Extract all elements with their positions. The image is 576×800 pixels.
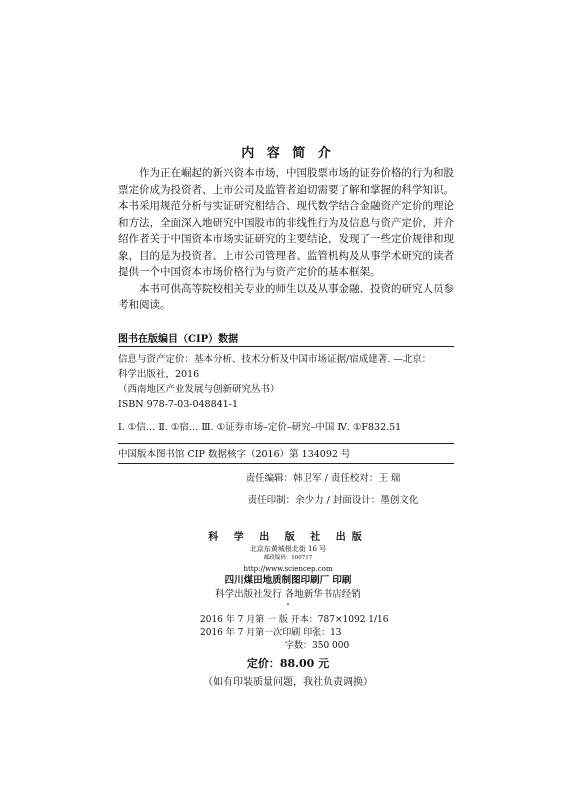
- credits-printing-line: 责任印制：余少力 / 封面设计：墨创文化: [247, 495, 419, 506]
- cip-top-rule: [118, 346, 454, 347]
- cip-line-isbn: ISBN 978-7-03-048841-1: [118, 399, 238, 410]
- cip-line-series: （西南地区产业发展与创新研究丛书）: [118, 384, 280, 395]
- publisher-address: 北京东黄城根北街 16 号: [249, 545, 327, 553]
- cip-heading: 图书在版编目（CIP）数据: [118, 334, 239, 345]
- publisher-postcode: 邮政编码：100717: [263, 555, 313, 561]
- printing-line: 2016 年 7 月第一次印刷 印张：13: [200, 628, 342, 638]
- cip-record-line: 中国版本图书馆 CIP 数据核字（2016）第 134092 号: [118, 449, 351, 460]
- publisher-name: 科 学 出 版 社 出版: [208, 532, 368, 543]
- credits: [0, 470, 576, 506]
- specs-block: [200, 614, 460, 653]
- cip-line-title: 信息与资产定价：基本分析、技术分析及中国市场证据/宿成建著. —北京：: [118, 354, 432, 365]
- publisher-block: [0, 528, 576, 610]
- price: 定价：88.00 元: [246, 657, 330, 670]
- cip-block: [118, 352, 454, 435]
- separator-bullet: *: [286, 603, 290, 609]
- cip-mid-rule: [118, 443, 454, 444]
- cip-bottom-rule: [118, 463, 454, 464]
- cip-line-classification: Ⅰ. ①信… Ⅱ. ①宿… Ⅲ. ①证券市场–定价–研究–中国 Ⅳ. ①F832.51: [118, 422, 402, 433]
- cip-line-publisher: 科学出版社，2016: [118, 369, 200, 380]
- summary-paragraph-1: 作为正在崛起的新兴资本市场，中国股票市场的证券价格的行为和股票定价成为投资者、上市公司及监管者迫切需要了解和掌握的科学知识。本书采用规范分析与实证研究相结合、现代数学结合金融资产定价的理论和方法，全面深入地研究中国股市的非线性行为及信息与资产定价，并介绍作者关于中国资本市场实证研究的主要结论，发现了一些定价规律和现象，目的是为投资者、上市公司管理者、监管机构及从事学术研究的读者提供一个中国资本市场价格行为与资产定价的基本框架。: [118, 167, 454, 278]
- summary-body: [118, 165, 454, 314]
- summary-title: 内 容 简 介: [241, 146, 335, 161]
- summary-paragraph-2: 本书可供高等院校相关专业的师生以及从事金融、投资的研究人员参考和阅读。: [118, 282, 454, 311]
- quality-note: （如有印装质量问题，我社负责调换）: [203, 677, 373, 688]
- credits-editor-line: 责任编辑：韩卫军 / 责任校对：王 瑞: [245, 473, 401, 484]
- word-count-line: 字数：350 000: [285, 641, 350, 651]
- printer-line: 四川煤田地质制图印刷厂 印刷: [224, 575, 352, 586]
- distribution-line: 科学出版社发行 各地新华书店经销: [215, 589, 361, 600]
- edition-line: 2016 年 7 月第 一 版 开本：787×1092 1/16: [200, 615, 389, 625]
- publisher-website: http://www.sciencep.com: [243, 565, 333, 573]
